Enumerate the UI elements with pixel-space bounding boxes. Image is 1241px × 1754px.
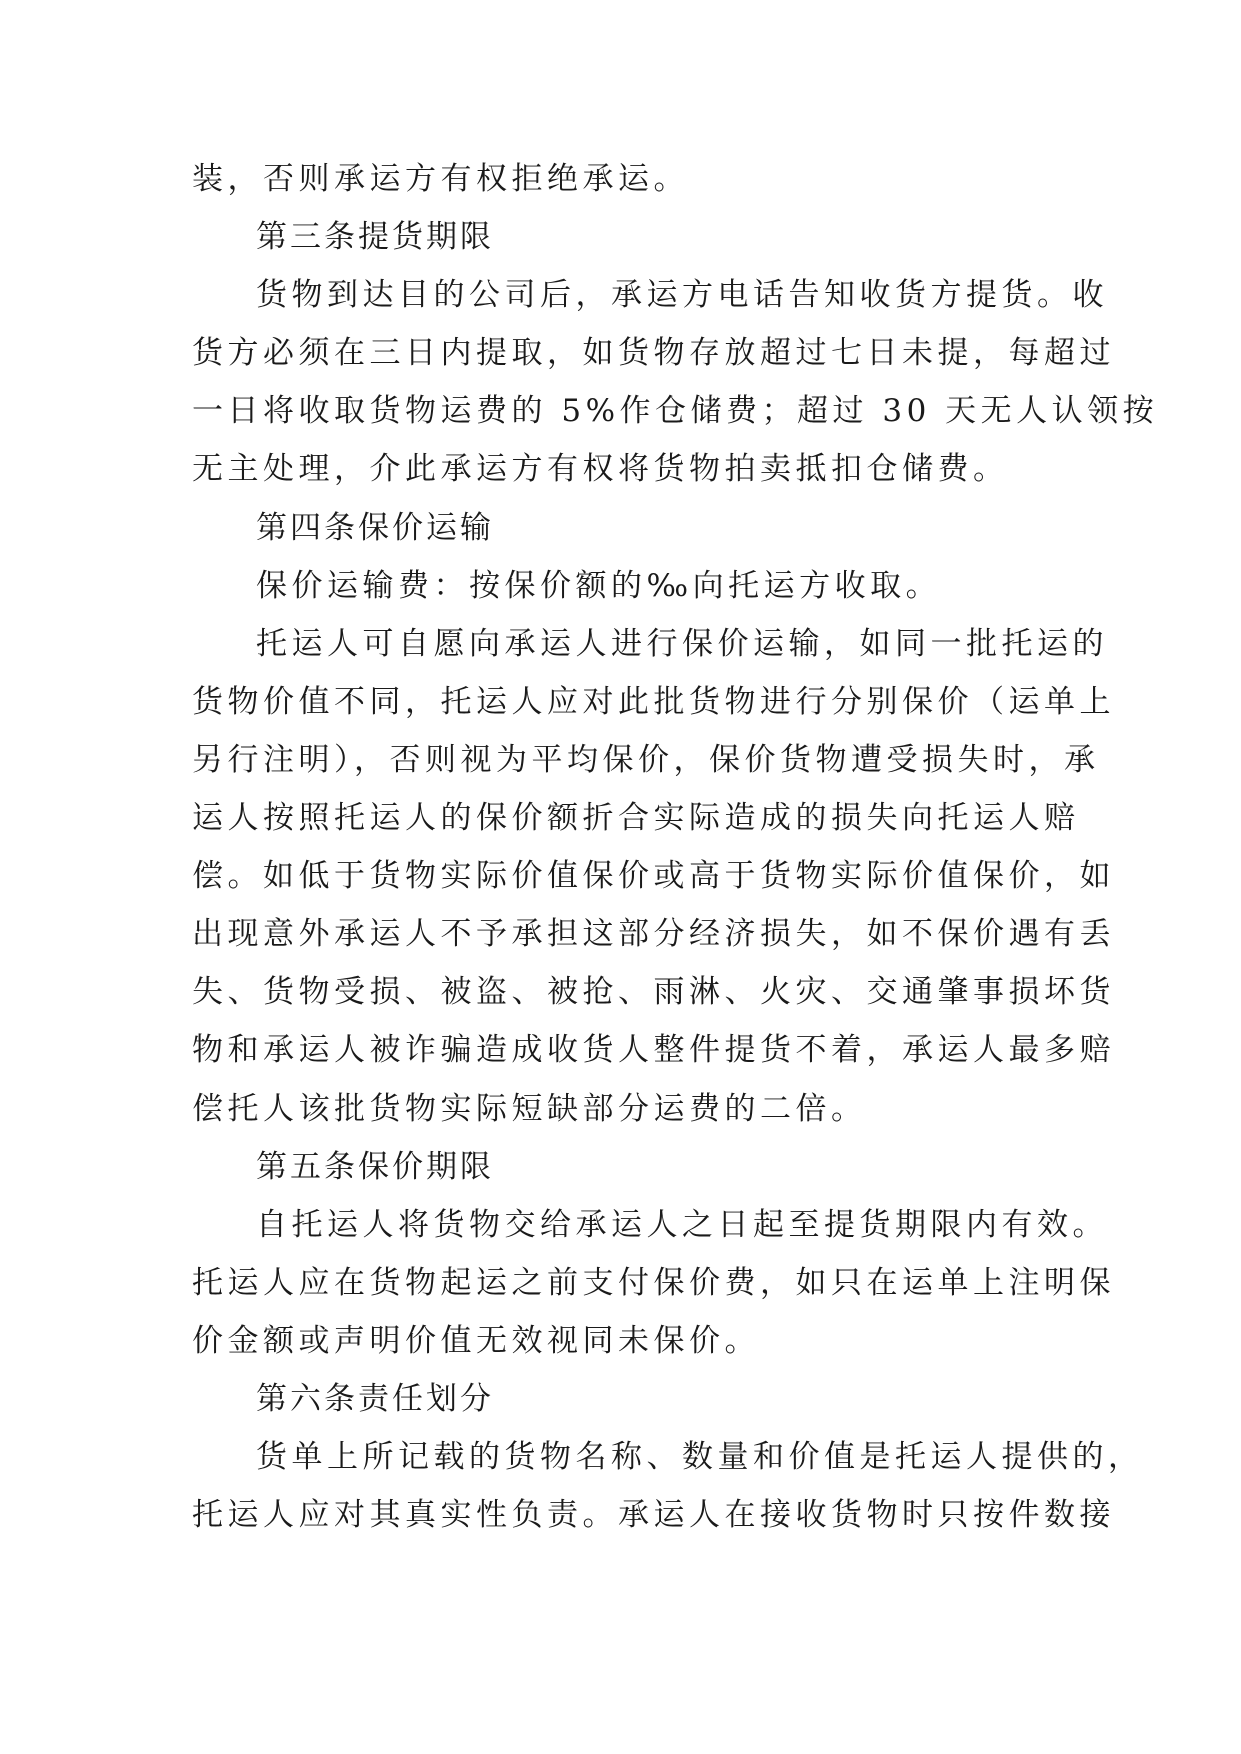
body-line: 价金额或声明价值无效视同未保价。 — [192, 1322, 760, 1359]
section-heading: 第四条保价运输 — [256, 509, 494, 546]
body-line: 货物到达目的公司后，承运方电话告知收货方提货。收 — [256, 277, 1108, 314]
body-line: 无主处理，介此承运方有权将货物拍卖抵扣仓储费。 — [192, 451, 1009, 488]
document-page — [192, 150, 1159, 1544]
body-line: 货单上所记载的货物名称、数量和价值是托运人提供的， — [256, 1439, 1144, 1476]
section-heading: 第五条保价期限 — [256, 1148, 494, 1185]
section-heading: 第六条责任划分 — [256, 1380, 494, 1417]
body-line: 托运人可自愿向承运人进行保价运输，如同一批托运的 — [256, 625, 1108, 662]
body-line: 保价运输费：按保价额的‰向托运方收取。 — [256, 567, 942, 604]
body-line: 偿托人该批货物实际短缺部分运费的二倍。 — [192, 1090, 867, 1127]
section-heading: 第三条提货期限 — [256, 219, 494, 256]
body-line: 物和承运人被诈骗造成收货人整件提货不着，承运人最多赔 — [192, 1032, 1115, 1069]
body-line: 托运人应对其真实性负责。承运人在接收货物时只按件数接 — [192, 1497, 1115, 1534]
body-line: 另行注明），否则视为平均保价，保价货物遭受损失时，承 — [192, 741, 1100, 778]
body-line: 装，否则承运方有权拒绝承运。 — [192, 161, 689, 197]
body-line: 失、货物受损、被盗、被抢、雨淋、火灾、交通肇事损坏货 — [192, 974, 1115, 1011]
body-line: 托运人应在货物起运之前支付保价费，如只在运单上注明保 — [192, 1264, 1115, 1301]
body-line: 一日将收取货物运费的 5%作仓储费；超过 30 天无人认领按 — [192, 393, 1159, 430]
body-line: 货物价值不同，托运人应对此批货物进行分别保价（运单上 — [192, 683, 1115, 720]
body-line: 出现意外承运人不予承担这部分经济损失，如不保价遇有丢 — [192, 916, 1115, 953]
body-line: 货方必须在三日内提取，如货物存放超过七日未提，每超过 — [192, 335, 1115, 372]
body-line: 自托运人将货物交给承运人之日起至提货期限内有效。 — [256, 1206, 1108, 1243]
body-line: 偿。如低于货物实际价值保价或高于货物实际价值保价，如 — [192, 858, 1115, 895]
body-line: 运人按照托运人的保价额折合实际造成的损失向托运人赔 — [192, 800, 1080, 837]
